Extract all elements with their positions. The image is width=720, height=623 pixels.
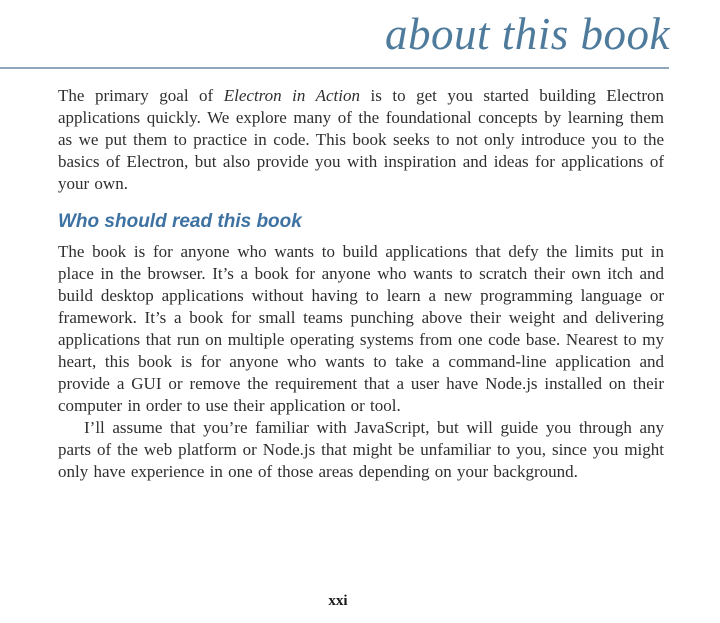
section-heading-who-should-read: Who should read this book bbox=[58, 211, 302, 232]
body-text-block bbox=[58, 85, 664, 483]
section-paragraph-2: I’ll assume that you’re familiar with JavaScript, but will guide you through any parts of the web platform or Node.js that might be unfamiliar to you, since you might only have experience in one of those areas depending on your background. bbox=[58, 418, 664, 481]
section-paragraph-1: The book is for anyone who wants to build applications that defy the limits put in place in the browser. It’s a book for anyone who wants to scratch their own itch and build desktop applications without having to learn a new programming language or framework. It’s a book for small teams punching above their weight and delivering applications that run on multiple operating systems from one code base. Nearest to my heart, this book is for anyone who wants to take a command-line application and provide a GUI or remove the requirement that a user have Node.js installed on their computer in order to use their application or tool. bbox=[58, 242, 664, 415]
intro-text-before: The primary goal of bbox=[58, 86, 224, 105]
page-number: xxi bbox=[328, 593, 348, 609]
intro-paragraph bbox=[58, 85, 664, 195]
book-title-italic: Electron in Action bbox=[223, 86, 360, 105]
header-rule bbox=[0, 67, 669, 69]
intro-text-after: is to get you started building Electron applications quickly. We explore many of the foundational concepts by learning them as we put them to practice in code. This book seeks to not only introduce you to the basics of Electron, but also provide you with inspiration and ideas for applications of your own. bbox=[58, 86, 664, 193]
chapter-title: about this book bbox=[385, 9, 670, 59]
